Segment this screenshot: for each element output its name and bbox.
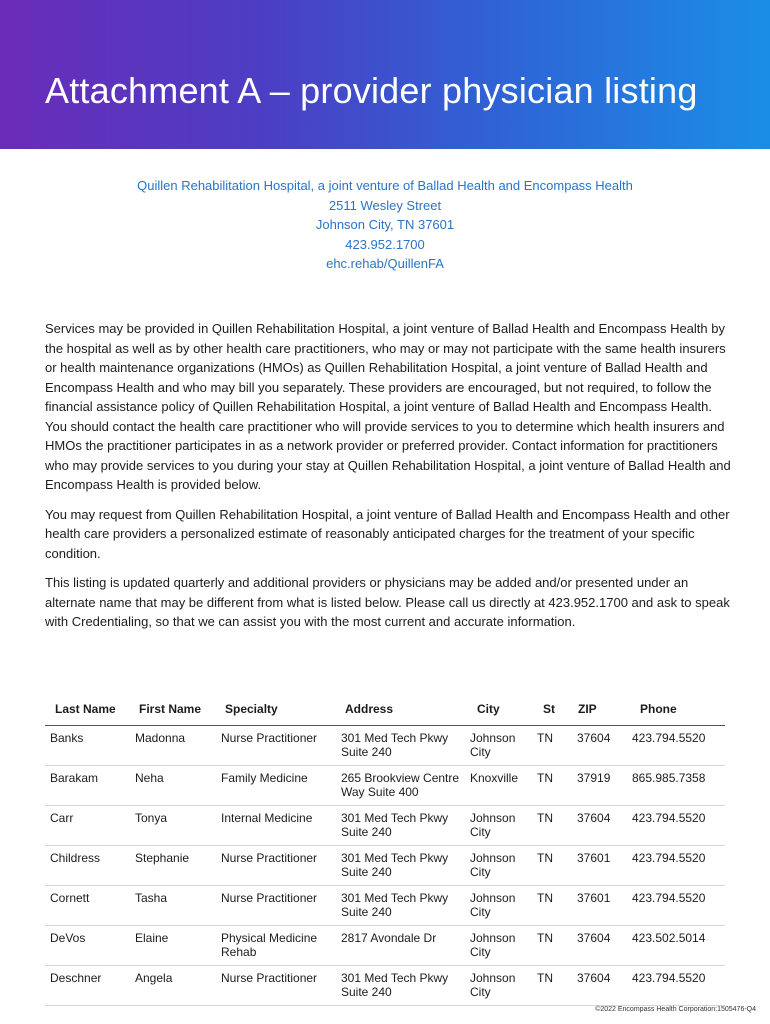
provider-table (45, 699, 725, 1006)
cell-first-name: Stephanie (130, 846, 216, 886)
cell-first-name: Elaine (130, 926, 216, 966)
cell-first-name: Tonya (130, 806, 216, 846)
cell-city: Johnson City (465, 926, 532, 966)
cell-state: TN (532, 926, 572, 966)
listing-update-paragraph: This listing is updated quarterly and additional providers or physicians may be added and/or presented under an alternate name that may be different from what is listed below. Please call us directly at 423.952.1700 and ask to speak with Credentialing, so that we can assist you with the most current and accurate information. (45, 575, 730, 629)
cell-first-name: Tasha (130, 886, 216, 926)
cell-phone: 423.794.5520 (627, 886, 725, 926)
hospital-contact-block (0, 176, 770, 274)
cell-phone: 423.794.5520 (627, 806, 725, 846)
cell-specialty: Nurse Practitioner (216, 726, 336, 766)
cell-first-name: Neha (130, 766, 216, 806)
col-header-specialty: Specialty (216, 699, 336, 726)
cell-specialty: Family Medicine (216, 766, 336, 806)
cell-specialty: Nurse Practitioner (216, 966, 336, 1006)
table-row (45, 846, 725, 886)
hospital-web-link[interactable]: ehc.rehab/QuillenFA (326, 256, 444, 271)
col-header-first-name: First Name (130, 699, 216, 726)
cell-state: TN (532, 846, 572, 886)
cell-city: Johnson City (465, 846, 532, 886)
col-header-address: Address (336, 699, 465, 726)
cell-phone: 865.985.7358 (627, 766, 725, 806)
cell-address: 301 Med Tech Pkwy Suite 240 (336, 726, 465, 766)
table-row (45, 926, 725, 966)
cell-last-name: Barakam (45, 766, 130, 806)
table-row (45, 966, 725, 1006)
col-header-zip: ZIP (572, 699, 627, 726)
page-title: Attachment A – provider physician listing (45, 70, 698, 111)
cell-zip: 37604 (572, 726, 627, 766)
body-text (45, 319, 733, 642)
cell-specialty: Nurse Practitioner (216, 886, 336, 926)
cell-phone: 423.794.5520 (627, 966, 725, 1006)
table-row (45, 726, 725, 766)
cell-state: TN (532, 766, 572, 806)
title-banner (0, 0, 770, 149)
cell-last-name: Childress (45, 846, 130, 886)
cell-last-name: Carr (45, 806, 130, 846)
cell-city: Johnson City (465, 966, 532, 1006)
footer-copyright: ©2022 Encompass Health Corporation:1505476-Q4 (595, 1006, 756, 1013)
cell-city: Johnson City (465, 886, 532, 926)
estimate-paragraph: You may request from Quillen Rehabilitation Hospital, a joint venture of Ballad Health and Encompass Health and other health care providers a personalized estimate of reasonably anticipated charges for the treatment of your specific condition. (45, 506, 730, 561)
cell-last-name: Banks (45, 726, 130, 766)
hospital-street: 2511 Wesley Street (328, 197, 442, 213)
hospital-phone: 423.952.1700 (345, 236, 425, 252)
table-row (45, 766, 725, 806)
col-header-last-name: Last Name (45, 699, 130, 726)
cell-address: 2817 Avondale Dr (336, 926, 465, 966)
col-header-city: City (465, 699, 532, 726)
table-header-row (45, 699, 725, 726)
cell-zip: 37601 (572, 846, 627, 886)
col-header-phone: Phone (627, 699, 725, 726)
cell-last-name: DeVos (45, 926, 130, 966)
cell-city: Knoxville (465, 766, 532, 806)
cell-address: 265 Brookview Centre Way Suite 400 (336, 766, 465, 806)
cell-specialty: Physical Medicine Rehab (216, 926, 336, 966)
cell-phone: 423.794.5520 (627, 846, 725, 886)
cell-address: 301 Med Tech Pkwy Suite 240 (336, 886, 465, 926)
services-paragraph: Services may be provided in Quillen Rehabilitation Hospital, a joint venture of Ballad Health and Encompass Health by the hospital as well as by other health care practitioners, who may or may not participate with the same health insurers or health maintenance organizations (HMOs) as Quillen Rehabilitation Hospital, a joint venture of Ballad Health and Encompass Health and who may bill you separately. These providers are encouraged, but not required, to follow the financial assistance policy of Quillen Rehabilitation Hospital, a joint venture of Ballad Health and Encompass Health. You should contact the health care practitioner who will provide services to you to determine which health insurers and HMOs the practitioner participates in as a network provider or preferred provider. Contact information for practitioners who may provide services to you during your stay at Quillen Rehabilitation Hospital, a joint venture of Ballad Health and Encompass Health is provided below. (45, 321, 731, 492)
cell-zip: 37604 (572, 966, 627, 1006)
col-header-state: St (532, 699, 572, 726)
cell-city: Johnson City (465, 806, 532, 846)
table-row (45, 886, 725, 926)
hospital-city: Johnson City, TN 37601 (315, 217, 455, 232)
cell-address: 301 Med Tech Pkwy Suite 240 (336, 966, 465, 1006)
cell-specialty: Internal Medicine (216, 806, 336, 846)
cell-address: 301 Med Tech Pkwy Suite 240 (336, 806, 465, 846)
cell-phone: 423.502.5014 (627, 926, 725, 966)
cell-state: TN (532, 806, 572, 846)
cell-state: TN (532, 726, 572, 766)
cell-zip: 37604 (572, 806, 627, 846)
cell-zip: 37919 (572, 766, 627, 806)
cell-state: TN (532, 966, 572, 1006)
cell-specialty: Nurse Practitioner (216, 846, 336, 886)
cell-address: 301 Med Tech Pkwy Suite 240 (336, 846, 465, 886)
hospital-name: Quillen Rehabilitation Hospital, a joint venture of Ballad Health and Encompass Health (137, 178, 633, 193)
cell-last-name: Deschner (45, 966, 130, 1006)
cell-city: Johnson City (465, 726, 532, 766)
table-row (45, 806, 725, 846)
cell-last-name: Cornett (45, 886, 130, 926)
cell-first-name: Madonna (130, 726, 216, 766)
cell-phone: 423.794.5520 (627, 726, 725, 766)
cell-zip: 37601 (572, 886, 627, 926)
cell-first-name: Angela (130, 966, 216, 1006)
cell-zip: 37604 (572, 926, 627, 966)
cell-state: TN (532, 886, 572, 926)
